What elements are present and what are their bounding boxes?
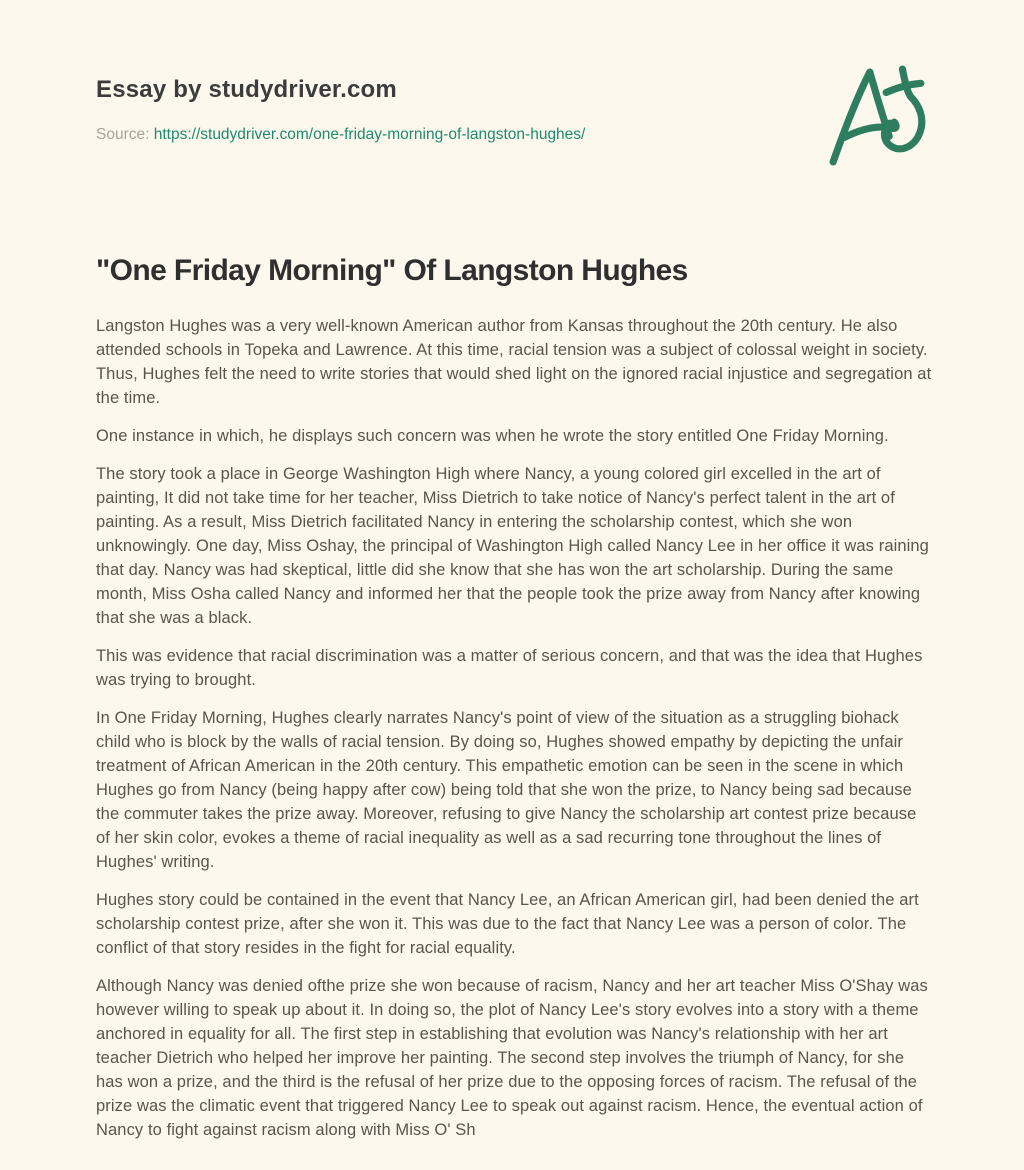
essay-paragraph: Although Nancy was denied ofthe prize she won because of racism, Nancy and her art teacher Miss O'Shay was however willing to speak up about it. In doing so, the plot of Nancy Lee's story evolves into a story with a theme anchored in equality for all. The first step in establishing that evolution was Nancy's relationship with her art teacher Dietrich who helped her improve her painting. The second step involves the triumph of Nancy, for she has won a prize, and the third is the refusal of her prize due to the opposing forces of racism. The refusal of the prize was the climatic event that triggered Nancy Lee to speak out against racism. Hence, the eventual action of Nancy to fight against racism along with Miss O' Sh <box>96 977 928 1139</box>
essay-paragraph: One instance in which, he displays such concern was when he wrote the story entitled One Friday Morning. <box>96 427 889 445</box>
page-title: "One Friday Morning" Of Langston Hughes <box>96 254 688 287</box>
content-column <box>96 0 934 1156</box>
essay-paragraph: This was evidence that racial discrimination was a matter of serious concern, and that was the idea that Hughes was trying to brought. <box>96 647 923 689</box>
source-label: Source: <box>96 126 150 143</box>
byline: Essay by studydriver.com <box>96 76 397 103</box>
source-line <box>96 126 934 144</box>
essay-paragraph: The story took a place in George Washington High where Nancy, a young colored girl excelled in the art of painting, It did not take time for her teacher, Miss Dietrich to take notice of Nancy's perfect talent in the art of painting. As a result, Miss Dietrich facilitated Nancy in entering the scholarship contest, which she won unknowingly. One day, Miss Oshay, the principal of Washington High called Nancy Lee in her office it was raining that day. Nancy was had skeptical, little did she know that she has won the art scholarship. During the same month, Miss Osha called Nancy and informed her that the people took the prize away from Nancy after knowing that she was a black. <box>96 465 929 627</box>
essay-paragraph: Langston Hughes was a very well-known American author from Kansas throughout the 20th century. He also attended schools in Topeka and Lawrence. At this time, racial tension was a subject of colossal weight in society. Thus, Hughes felt the need to write stories that would shed light on the ignored racial injustice and segregation at the time. <box>96 317 932 407</box>
essay-paragraph: Hughes story could be contained in the event that Nancy Lee, an African American girl, had been denied the art scholarship contest prize, after she won it. This was due to the fact that Nancy Lee was a person of color. The conflict of that story resides in the fight for racial equality. <box>96 891 919 957</box>
essay-body <box>96 314 934 1142</box>
source-url-link[interactable]: https://studydriver.com/one-friday-morning-of-langston-hughes/ <box>153 126 586 143</box>
essay-paragraph: In One Friday Morning, Hughes clearly narrates Nancy's point of view of the situation as a struggling biohack child who is block by the walls of racial tension. By doing so, Hughes showed empathy by depicting the unfair treatment of African American in the 20th century. This empathetic emotion can be seen in the scene in which Hughes go from Nancy (being happy after cow) being told that she won the prize, to Nancy being sad because the commuter takes the prize away. Moreover, refusing to give Nancy the scholarship art contest prize because of her skin color, evokes a theme of racial inequality as well as a sad recurring tone throughout the lines of Hughes' writing. <box>96 709 917 871</box>
